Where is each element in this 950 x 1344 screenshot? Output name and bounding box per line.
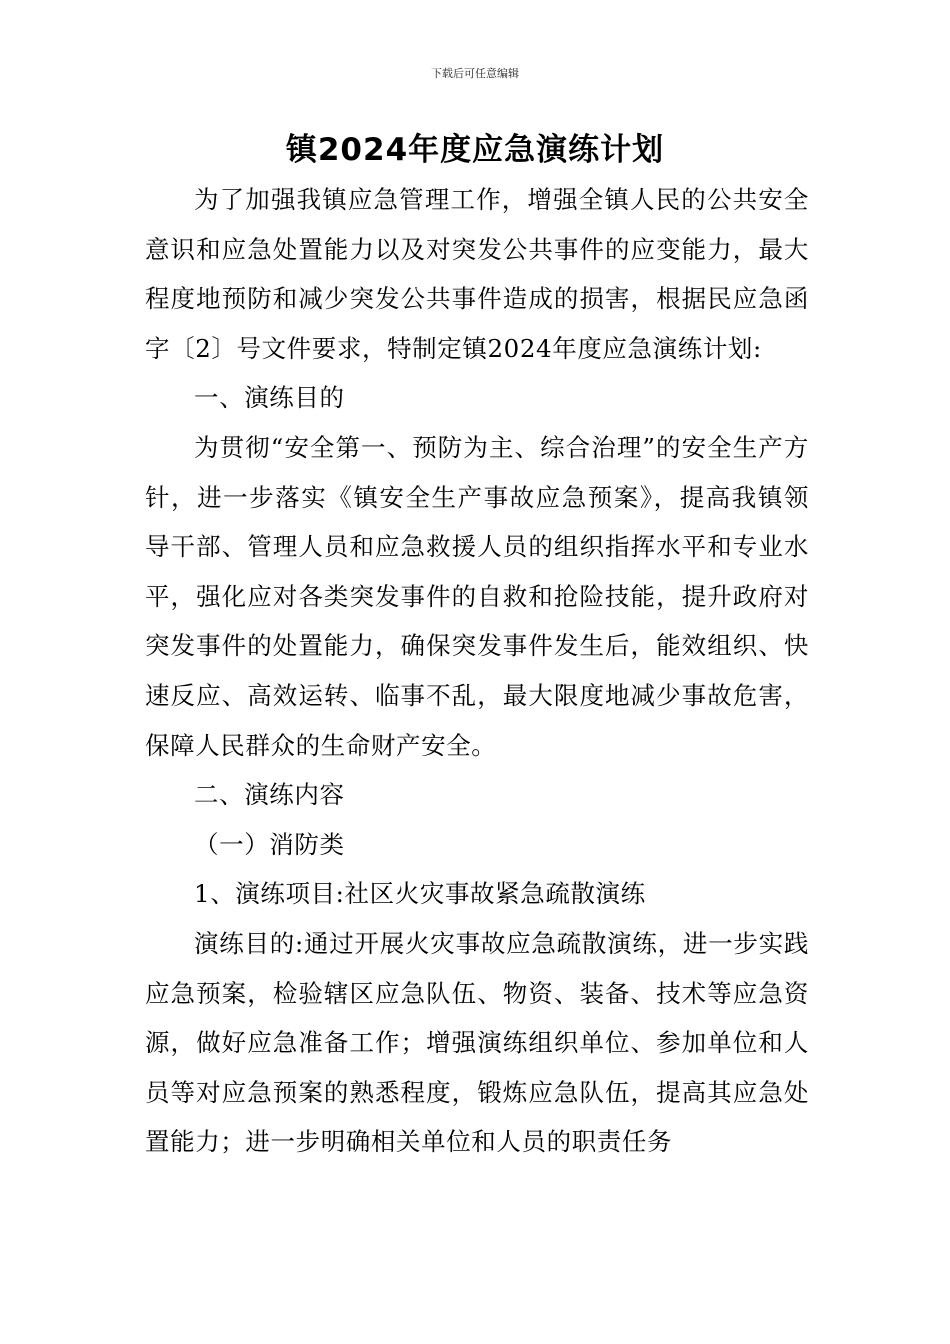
header-note: 下载后可任意编辑 xyxy=(431,67,519,80)
purpose-paragraph: 为贯彻“安全第一、预防为主、综合治理”的安全生产方针，进一步落实《镇安全生产事故应急预案》，提高我镇领导干部、管理人员和应急救援人员的组织指挥水平和专业水平，强化应对各类突发事件的自救和抢险技能，提升政府对突发事件的处置能力，确保突发事件发生后，能效组织、快速反应、高效运转、临事不乱，最大限度地减少事故危害，保障人民群众的生命财产安全。 xyxy=(145,432,809,760)
intro-paragraph: 为了加强我镇应急管理工作，增强全镇人民的公共安全意识和应急处置能力以及对突发公共事件的应变能力，最大程度地预防和减少突发公共事件造成的损害，根据民应急函字〔2〕号文件要求，特制定镇2024年度应急演练计划: xyxy=(145,185,809,363)
section-heading-purpose: 一、演练目的 xyxy=(194,383,345,413)
subsection-heading-fire: （一）消防类 xyxy=(194,829,345,859)
drill-item-heading: 1、演练项目:社区火灾事故紧急疏散演练 xyxy=(194,879,646,909)
document-body xyxy=(145,175,809,1167)
drill-purpose-paragraph: 演练目的:通过开展火灾事故应急疏散演练，进一步实践应急预案，检验辖区应急队伍、物资、装备、技术等应急资源，做好应急准备工作；增强演练组织单位、参加单位和人员等对应急预案的熟悉程度，锻炼应急队伍，提高其应急处置能力；进一步明确相关单位和人员的职责任务 xyxy=(145,928,809,1157)
document-title: 镇2024年度应急演练计划 xyxy=(285,132,665,168)
section-heading-content: 二、演练内容 xyxy=(194,780,345,810)
